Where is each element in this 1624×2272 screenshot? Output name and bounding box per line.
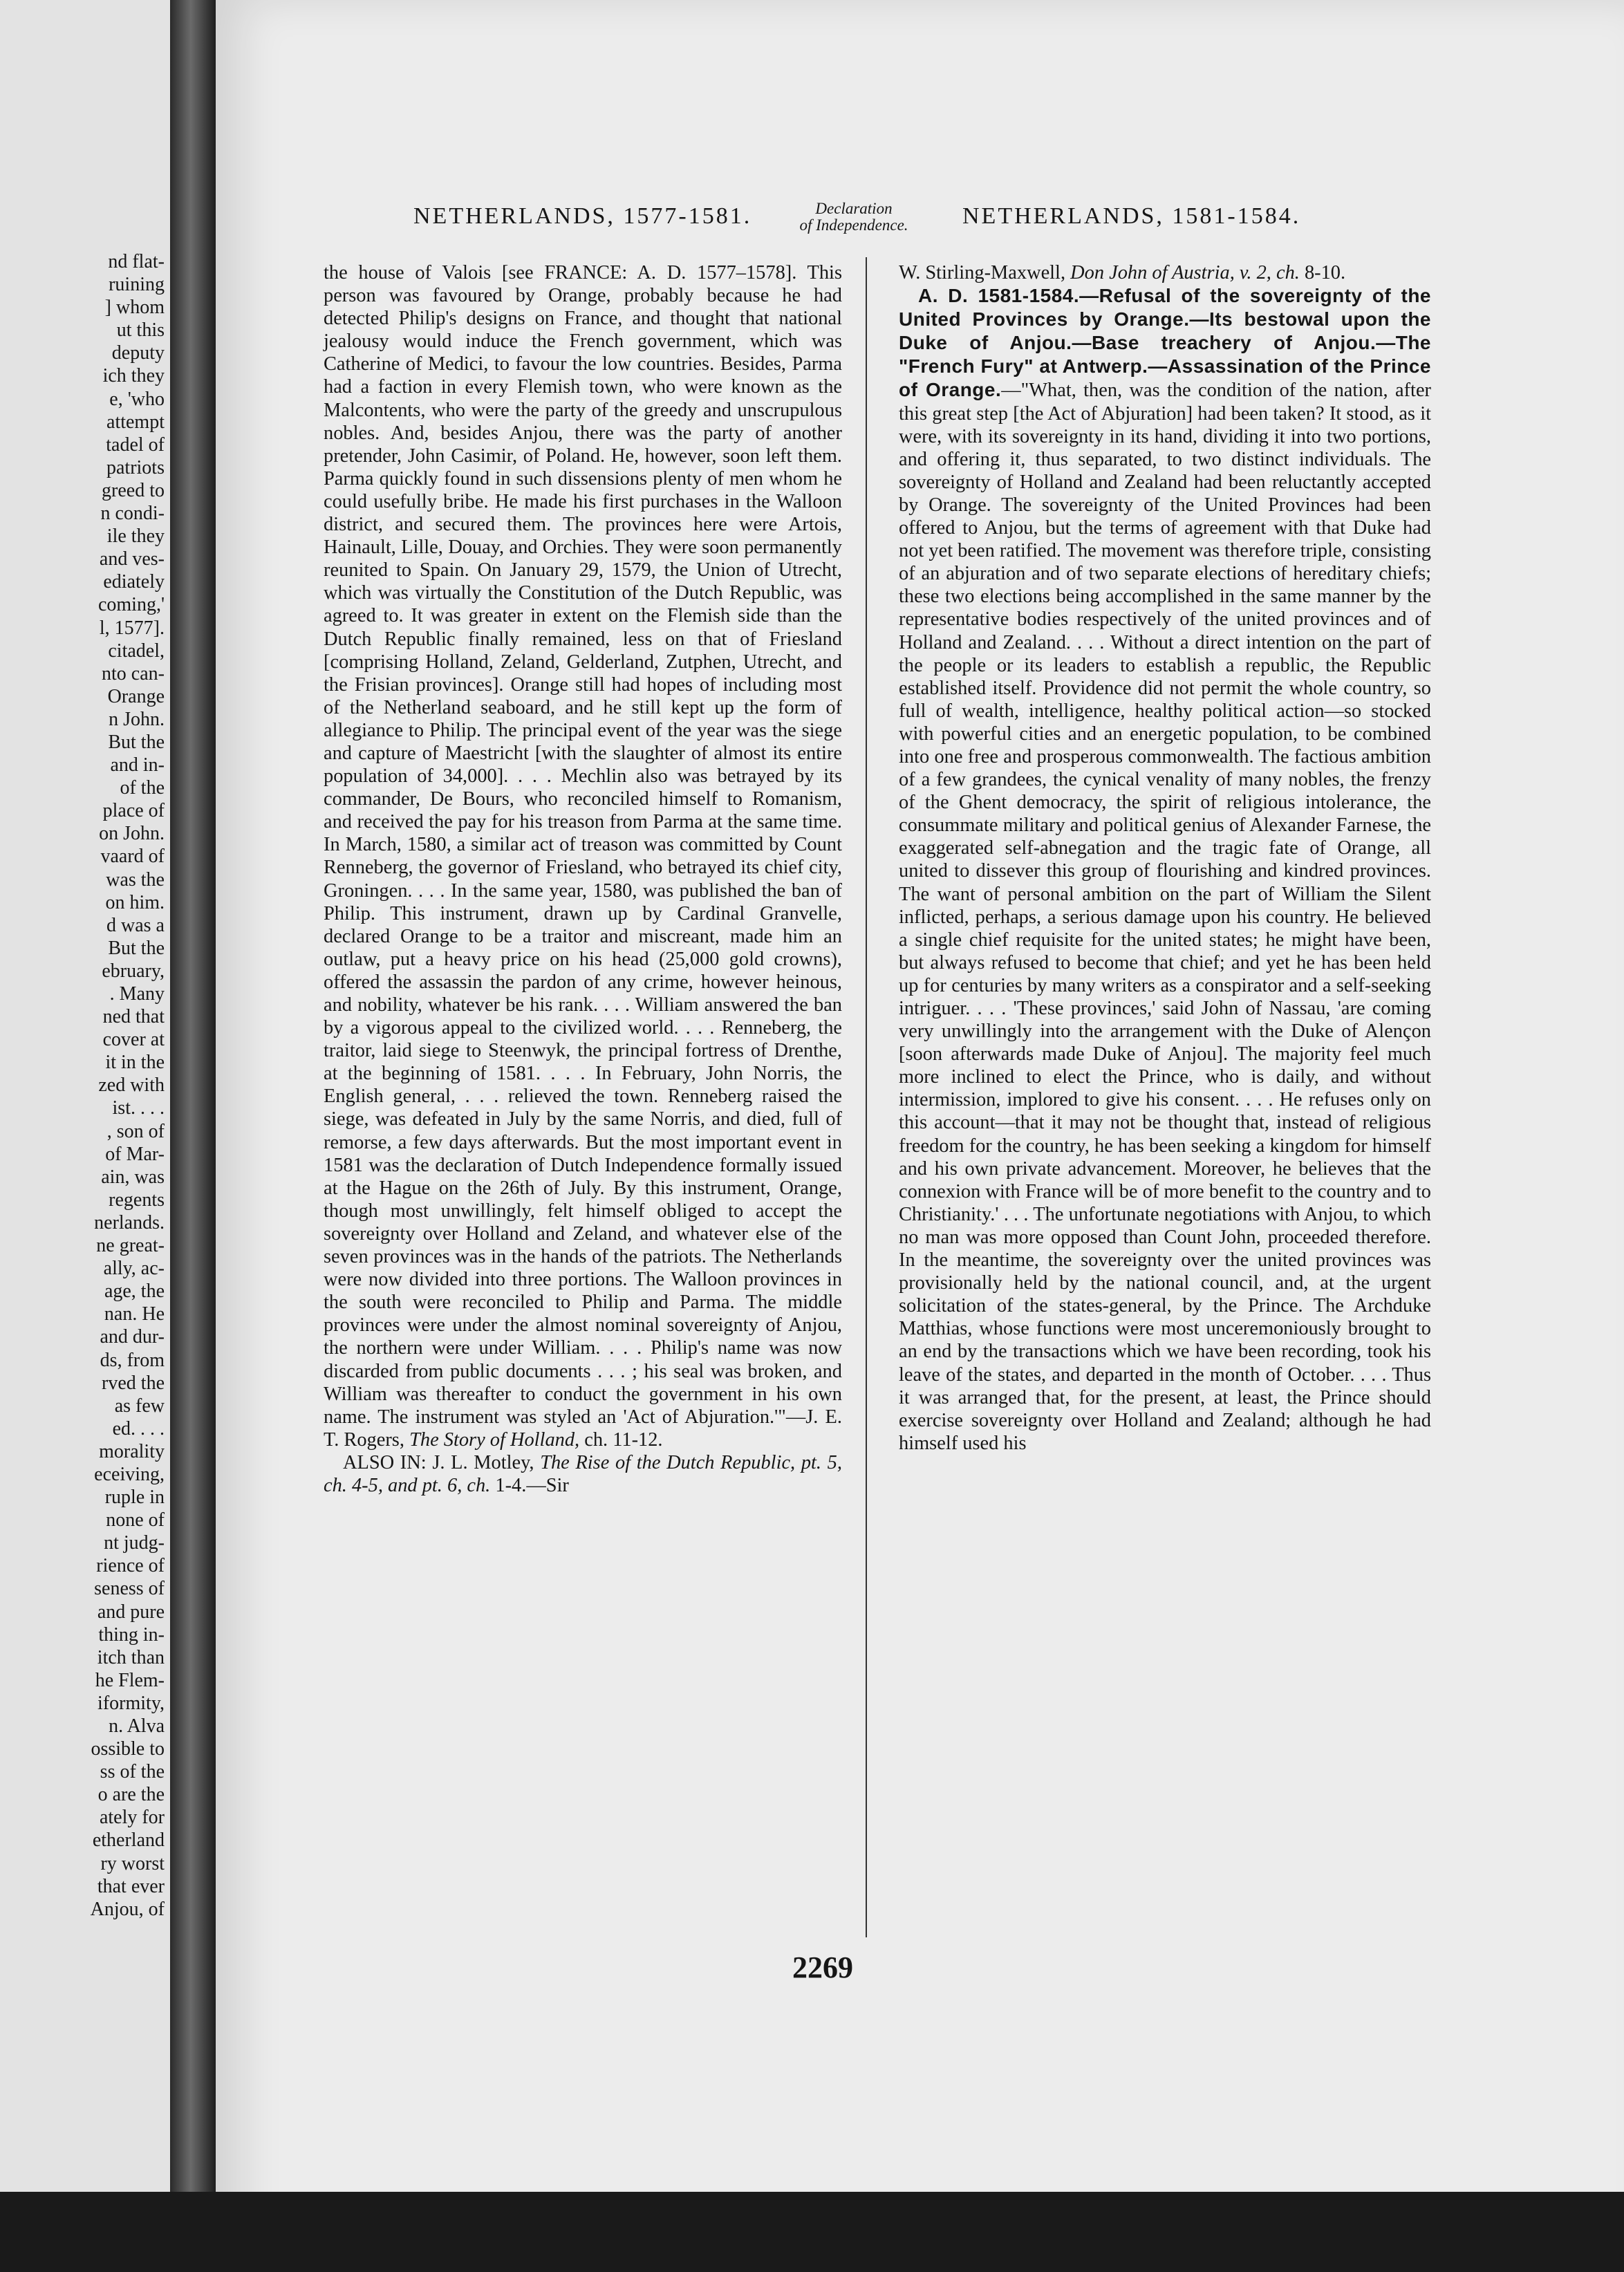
facing-page-line: citadel, (108, 640, 165, 662)
facing-page-line: itch than (97, 1646, 165, 1668)
facing-page-line: Orange (107, 685, 165, 707)
facing-page-line: ds, from (100, 1349, 165, 1371)
facing-page-line: But the (108, 937, 165, 959)
facing-page-line: coming,' (97, 594, 165, 616)
facing-page-line: was the (106, 868, 165, 891)
facing-page-line: nt judg- (104, 1532, 165, 1554)
facing-page-line: place of (102, 800, 165, 822)
facing-page-line: o are the (97, 1784, 165, 1806)
text-column-right (899, 261, 1431, 1455)
facing-page-line: n. Alva (109, 1715, 165, 1737)
entry-paragraph (899, 284, 1431, 1455)
text-column-left (324, 261, 842, 1497)
running-head-left: NETHERLANDS, 1577-1581. (413, 203, 752, 229)
scan-bottom-edge (0, 2192, 1624, 2272)
reference-title: The Rise of the Dutch Republic, pt. 5, ch. 4-5, and pt. 6, ch. (324, 1451, 842, 1496)
facing-page-line: tadel of (106, 434, 165, 456)
facing-page-line: . Many (109, 983, 165, 1005)
facing-page-line: Anjou, of (90, 1898, 165, 1920)
book-gutter (170, 0, 216, 2272)
entry-body: —"What, then, was the condition of the nation, after this great step [the Act of Abjuration] had been taken? It stood, as it were, with its sovereignty in its hand, dividing it into two portions, and offering it, thus separated, to two distinct individuals. The sovereignty of Holland and Zealand had been reluctantly accepted by Orange. The sovereignty of the United Provinces had been offered to Anjou, but the terms of agreement with that Duke had not yet been ratified. The movement was therefore triple, consisting of an abjuration and of two separate elections of hereditary chiefs; these two elections being accomplished in the same manner by the representative bodies respectively of the united provinces and of Holland and Zealand. . . . Without a direct intention on the part of the people or its leaders to establish a republic, the Republic established itself. Providence did not permit the whole country, so full of wealth, intelligence, healthy political action—so stocked with powerful cities and an energetic population, to be combined into one free and prosperous commonwealth. The factious ambition of a few grandees, the cynical venality of many nobles, the frenzy of the Ghent democracy, the spirit of religious intolerance, the consummate military and political genius of Alexander Farnese, the exaggerated self-abnegation and the tragic fate of Orange, all united to dissever this group of flourishing and kindred provinces. The want of personal ambition on the part of William the Silent inflicted, perhaps, a serious damage upon his country. He believed a single chief requisite for the united states; he might have been, but always refused to become that chief; and yet he has been held up for centuries by many writers as a conspirator and a self-seeking intriguer. . . . 'These provinces,' said John of Nassau, 'are coming very unwillingly into the arrangement with the Duke of Alençon [soon afterwards made Duke of Anjou]. The majority feel much more inclined to elect the Prince, who is daily, and without intermission, implored to give his consent. . . . He refuses only on this account—that it may not be thought that, instead of religious freedom for the country, he has been seeking a kingdom for himself and his own private advancement. Moreover, he believes that the connexion with France will be of more benefit to the country and to Christianity.' . . . The unfortunate negotiations with Anjou, to which no man was more opposed than Count John, proceeded therefore. In the meantime, the sovereignty over the united provinces was provisionally held by the national council, and, at the urgent solicitation of the states-general, by the Prince. The Archduke Matthias, whose functions were most unceremoniously brought to an end by the transactions which we have been recording, took his leave of the states, and departed in the month of October. . . . Thus it was arranged that, for the present, at least, the Prince should exercise sovereignty over Holland and Zealand; although he had himself used his (899, 380, 1431, 1454)
marginal-topic-note (774, 201, 933, 234)
facing-page-line: d was a (106, 914, 165, 936)
reference-chapter: 8-10. (1299, 262, 1346, 283)
topic-note-line-1: Declaration (815, 200, 893, 217)
facing-page-line: ry worst (100, 1852, 165, 1874)
facing-page (0, 0, 170, 2272)
facing-page-line: it in the (105, 1052, 165, 1074)
facing-page-line: he Flem- (95, 1669, 165, 1691)
facing-page-line: ss of the (100, 1761, 165, 1783)
facing-page-line: attempt (106, 411, 165, 433)
facing-page-line: rved the (102, 1372, 165, 1394)
reference-continuation (899, 261, 1431, 284)
facing-page-line: thing in- (98, 1623, 165, 1646)
facing-page-line: ossible to (91, 1738, 165, 1760)
facing-page-line: nerlands. (94, 1211, 165, 1233)
facing-page-line: and dur- (100, 1326, 165, 1348)
facing-page-line: ediately (103, 571, 165, 593)
entry-heading: A. D. 1581-1584.—Refusal of the sovereignty of the United Provinces by Orange.—Its bestowal upon the Duke of Anjou.—Base treachery of Anjou.—The "French Fury" at Antwerp.—Assassination of the Prince of Orange. (899, 285, 1431, 401)
facing-page-line: e, 'who (109, 388, 165, 410)
reference-author: W. Stirling-Maxwell, (899, 262, 1071, 283)
facing-page-line: cover at (102, 1029, 165, 1051)
reference-text: : J. L. Motley, (420, 1451, 541, 1473)
facing-page-line: ain, was (101, 1166, 165, 1188)
source-chapter: ch. 11-12. (579, 1428, 663, 1451)
facing-page-line: nan. He (104, 1303, 165, 1325)
facing-page-line: n condi- (100, 503, 165, 525)
facing-page-line: ist. . . . (112, 1097, 165, 1119)
facing-page-line: as few (114, 1395, 165, 1417)
facing-page-line: nd flat- (108, 251, 165, 272)
facing-page-line: iformity, (97, 1692, 165, 1714)
also-in-label: ALSO IN (343, 1451, 421, 1473)
facing-page-line: ed. . . . (112, 1417, 165, 1440)
facing-page-line: morality (99, 1440, 165, 1462)
facing-page-line: ] whom (104, 297, 165, 319)
facing-page-line: zed with (98, 1074, 165, 1097)
facing-page-line: on him. (105, 891, 165, 913)
facing-page-line: ne great- (96, 1235, 165, 1257)
facing-page-line: ile they (106, 525, 165, 548)
facing-page-line: none of (106, 1509, 165, 1531)
facing-page-line: eceiving, (94, 1463, 165, 1485)
running-header (0, 199, 1624, 248)
facing-page-line: and in- (110, 754, 165, 776)
source-title: The Story of Holland, (409, 1428, 580, 1451)
facing-page-line: and pure (97, 1601, 165, 1623)
reference-text-end: 1-4.—Sir (490, 1474, 569, 1496)
body-text: the house of Valois [see FRANCE: A. D. 1577–1578]. This person was favoured by Orange, probably because he had detected Philip's designs on France, and thought that national jealousy would induce the French government, which was Catherine of Medici, to favour the low countries. Besides, Parma had a faction in every Flemish town, who were known as the Malcontents, who were the party of the greedy and unscrupulous nobles. And, besides Anjou, there was the party of another pretender, John Casimir, of Poland. He, however, soon left them. Parma quickly found in such dissensions plenty of men whom he could usefully bribe. He made his first purchases in the Walloon district, and secured them. The provinces here were Artois, Hainault, Lille, Douay, and Orchies. They were soon permanently reunited to Spain. On January 29, 1579, the Union of Utrecht, which was virtually the Constitution of the Dutch Republic, was agreed to. It was greater in extent on the Flemish side than the Dutch Republic finally remained, less on that of Friesland [comprising Holland, Zeland, Gelderland, Zutphen, Utrecht, and the Frisian provinces]. Orange still had hopes of including most of the Netherland seaboard, and he still kept up the form of allegiance to Philip. The principal event of the year was the siege and capture of Maestricht [with the slaughter of almost its entire population of 34,000]. . . . Mechlin also was betrayed by its commander, De Bours, who reconciled himself to Romanism, and received the pay for his treason from Parma at the same time. In March, 1580, a similar act of treason was committed by Count Renneberg, the governor of Friesland, who betrayed its chief city, Groningen. . . . In the same year, 1580, was published the ban of Philip. This instrument, drawn up by Cardinal Granvelle, declared Orange to be a traitor and miscreant, made him an outlaw, put a heavy price on his head (25,000 gold crowns), offered the assassin the pardon of any crime, however heinous, and nobility, whatever be his rank. . . . William answered the ban by a vigorous appeal to the civilized world. . . . Renneberg, the traitor, laid siege to Steenwyk, the principal fortress of Drenthe, at the beginning of 1581. . . . In February, John Norris, the English general, . . . relieved the town. Renneberg raised the siege, was defeated in July by the same Norris, and died, full of remorse, a few days afterwards. But the most important event in 1581 was the declaration of Dutch Independence formally issued at the Hague on the 26th of July. By this instrument, Orange, though most unwillingly, felt himself obliged to accept the sovereignty over Holland and Zeland, and whatever else of the seven provinces was in the hands of the patriots. The Netherlands were now divided into three portions. The Walloon provinces in the south were reconciled to Philip and Parma. The middle provinces were under the almost nominal sovereignty of Anjou, the northern were under William. . . . Philip's name was now discarded from public documents . . . ; his seal was broken, and William was thereafter to conduct the government in his own name. The instrument was styled an 'Act of Abjuration.'"—J. E. T. Rogers, (324, 262, 842, 1451)
facing-page-line: vaard of (100, 846, 165, 868)
paragraph-continuation (324, 261, 842, 1451)
facing-page-line: of the (120, 777, 165, 799)
facing-page-line: of Mar- (105, 1143, 165, 1165)
facing-page-line: ruple in (104, 1487, 165, 1509)
facing-page-line: on John. (99, 823, 165, 845)
facing-page-line: greed to (102, 479, 165, 501)
facing-page-line: patriots (106, 456, 165, 478)
facing-page-line: ruining (109, 274, 165, 296)
facing-page-line: regents (109, 1189, 165, 1211)
facing-page-line: age, the (104, 1281, 165, 1303)
facing-page-line: , son of (106, 1120, 165, 1142)
facing-page-line: But the (108, 731, 165, 753)
facing-page-line: ally, ac- (103, 1258, 165, 1280)
facing-page-line: that ever (97, 1875, 165, 1897)
facing-page-line: ned that (102, 1006, 165, 1028)
facing-page-line: l, 1577]. (99, 617, 165, 639)
also-in-references (324, 1451, 842, 1497)
column-divider (866, 257, 867, 1937)
facing-page-line: ebruary, (102, 960, 165, 982)
reference-title: Don John of Austria, v. 2, ch. (1070, 262, 1300, 283)
facing-page-line: ut this (116, 319, 165, 342)
facing-page-line: and ves- (99, 548, 165, 570)
running-head-right: NETHERLANDS, 1581-1584. (962, 203, 1301, 229)
facing-page-line: etherland (92, 1829, 165, 1852)
facing-page-line: deputy (111, 342, 165, 364)
facing-page-line: ately for (99, 1807, 165, 1829)
facing-page-line: rience of (96, 1555, 165, 1577)
facing-page-text-fragment (0, 250, 165, 1921)
topic-note-line-2: of Independence. (799, 216, 908, 234)
facing-page-line: ich they (102, 365, 165, 387)
facing-page-line: nto can- (102, 662, 165, 685)
facing-page-line: seness of (94, 1578, 165, 1600)
facing-page-line: n John. (109, 708, 165, 730)
page-number: 2269 (792, 1950, 853, 1984)
